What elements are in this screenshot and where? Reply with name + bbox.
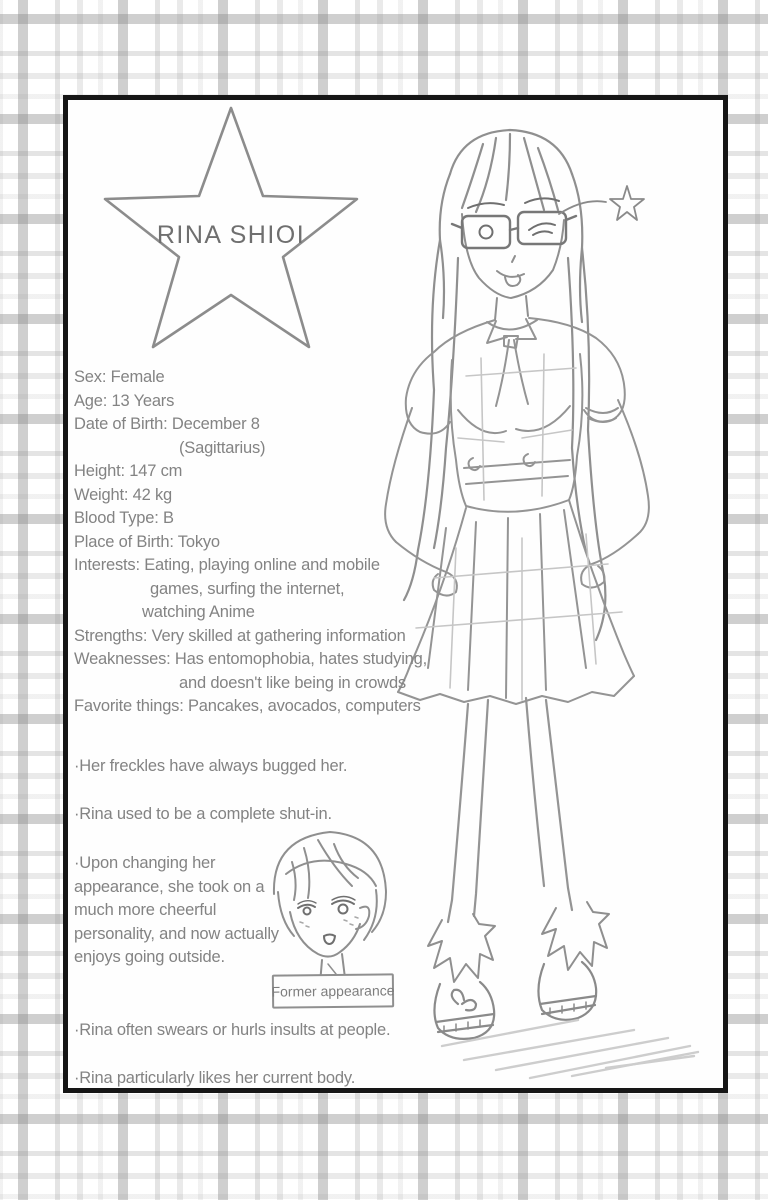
note: ·Rina often swears or hurls insults at people. xyxy=(74,1021,391,1039)
profile-line: games, surfing the internet, xyxy=(150,579,345,598)
profile-line: (Sagittarius) xyxy=(179,438,266,457)
note: ·Rina particularly likes her current body. xyxy=(74,1069,356,1087)
note: ·Rina used to be a complete shut-in. xyxy=(74,805,332,823)
legs-sketch xyxy=(448,698,572,922)
profile-line: Place of Birth: Tokyo xyxy=(74,532,220,551)
ground-shadow-hatching xyxy=(442,1020,698,1078)
note: ·Her freckles have always bugged her. xyxy=(74,757,348,775)
profile-line: Blood Type: B xyxy=(74,509,174,527)
plaid-hatching xyxy=(416,354,622,700)
glasses-icon xyxy=(452,212,576,248)
profile-line: Weaknesses: Has entomophobia, hates studying, xyxy=(74,650,427,668)
profile-line: Strengths: Very skilled at gathering information xyxy=(74,626,406,645)
profile-text xyxy=(74,366,427,719)
freckles-sketch xyxy=(300,917,358,927)
profile-line: Favorite things: Pancakes, avocados, computers xyxy=(74,697,421,715)
profile-line: Height: 147 cm xyxy=(74,462,183,480)
profile-panel xyxy=(63,95,728,1093)
former-appearance-label: Former appearance xyxy=(272,973,394,1008)
profile-line: watching Anime xyxy=(142,603,255,621)
profile-line: and doesn't like being in crowds xyxy=(179,673,406,692)
eyes-sketch xyxy=(468,198,559,238)
profile-line: Age: 13 Years xyxy=(74,391,175,410)
character-name: RINA SHIOI xyxy=(156,221,306,249)
profile-line: Sex: Female xyxy=(74,368,165,386)
note: ·Upon changing her appearance, she took on a much more cheerful personality, and now actually enjoys going outside. xyxy=(74,854,279,966)
profile-line: Interests: Eating, playing online and mobile xyxy=(74,556,380,574)
profile-line: Weight: 42 kg xyxy=(74,485,172,504)
socks-sketch xyxy=(428,902,609,982)
profile-line: Date of Birth: December 8 xyxy=(74,415,260,433)
sparkle-star-icon xyxy=(559,186,644,220)
